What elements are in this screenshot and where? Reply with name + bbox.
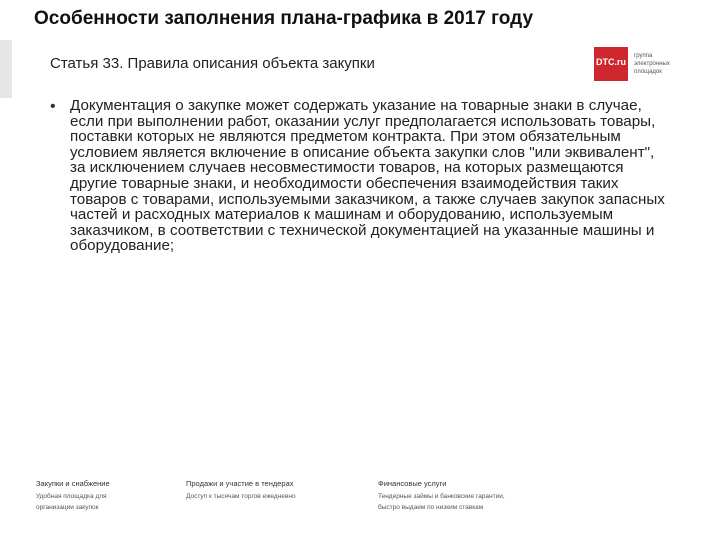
subtitle-text: Правила описания объекта закупки <box>127 55 375 72</box>
footer-desc-line: Тендерные займы и банковские гарантии, <box>378 493 505 500</box>
logo <box>594 47 684 81</box>
footer-column-title: Продажи и участие в тендерах <box>186 479 294 488</box>
footer-column-sales <box>186 479 296 502</box>
left-accent-bar <box>0 40 12 98</box>
footer-desc-line: быстро выдаем по низким ставкам <box>378 504 484 511</box>
logo-box <box>594 47 628 81</box>
logo-mark: DTC.ru <box>596 57 626 67</box>
subtitle-article: Статья 33. <box>50 55 124 72</box>
footer-desc-line: организации закупок <box>36 504 99 511</box>
footer-desc-line: Доступ к тысячам торгов ежедневно <box>186 493 296 500</box>
bullet-text: Документация о закупке может содержать указание на товарные знаки в случае, если при выполнении работ, оказании услуг предполагается использовать товары, поставки которых не являются предметом контракта. При этом обязательным условием является включение в описание объекта закупки слов "или эквивалент", за исключением случаев несовместимости товаров, на которых размещаются другие товарные знаки, и необходимости обеспечения взаимодействия таких товаров с товарами, используемыми заказчиком, а также случаев закупок запасных частей и расходных материалов к машинам и оборудованию, используемым заказчиком, в соответствии с технической документацией на указанные машины и оборудование; <box>70 97 665 255</box>
footer-column-title: Закупки и снабжение <box>36 479 110 488</box>
footer-column-desc <box>36 491 110 513</box>
footer-column-desc <box>378 491 505 513</box>
footer-column-procurement <box>36 479 110 513</box>
footer <box>0 479 720 519</box>
footer-desc-line: Удобная площадка для <box>36 493 107 500</box>
footer-column-finance <box>378 479 505 513</box>
subtitle <box>50 55 550 72</box>
page-title: Особенности заполнения плана-графика в 2017 году <box>34 8 534 29</box>
footer-column-desc <box>186 491 296 502</box>
logo-text: группа электронных площадок <box>634 53 670 75</box>
bullet-dot-icon: • <box>50 98 56 115</box>
footer-column-title: Финансовые услуги <box>378 479 447 488</box>
